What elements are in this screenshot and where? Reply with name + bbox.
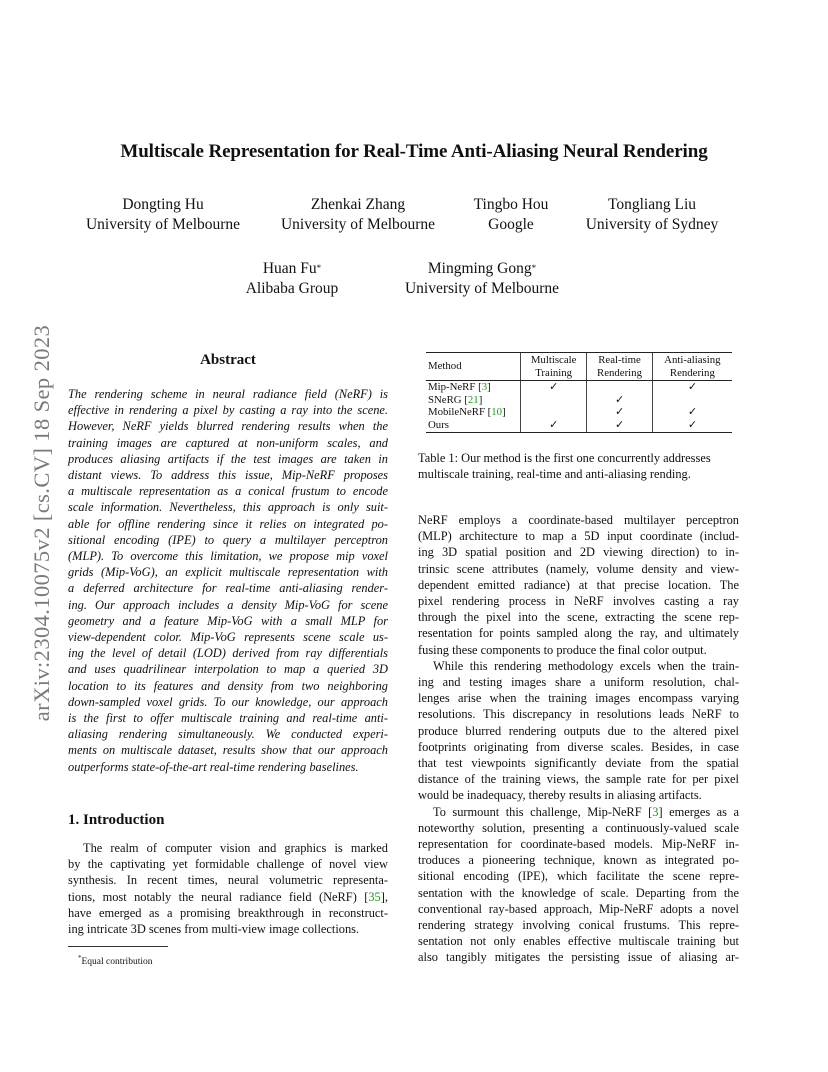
- caption-line: Table 1: Our method is the first one concurrently addresses: [418, 451, 711, 465]
- abstract-line: view-dependent color. Mip-VoG represents scene scale us-: [68, 630, 388, 645]
- abstract-line: a deferred architecture for real-time anti-aliasing render-: [68, 581, 388, 596]
- body-line: To surmount this challenge, Mip-NeRF [3] emerges as a: [433, 804, 739, 819]
- abstract-line: grids (Mip-VoG), an explicit multiscale representation with: [68, 565, 388, 580]
- body-line: distance of the training views, the sample rate for per pixel: [418, 772, 739, 787]
- footnote-mark: *: [78, 954, 82, 962]
- intro-line: The realm of computer vision and graphics is marked: [83, 841, 388, 855]
- body-line: fusing these components to produce the final color output.: [418, 642, 707, 657]
- abstract-line: outperforms state-of-the-art real-time rendering baselines.: [68, 759, 359, 774]
- author-name: Zhenkai Zhang: [310, 196, 406, 213]
- table-method-cell: MobileNeRF [10]: [428, 406, 506, 419]
- abstract-line: scale information. Nevertheless, this approach is only suit-: [68, 500, 388, 515]
- body-line: troduces a pioneering technique, known as integrated po-: [418, 853, 739, 868]
- abstract-line: (MLP). To overcome this limitation, we propose mip voxel: [68, 549, 388, 564]
- abstract-line: a multiscale representation as a conical frustum to encode: [68, 484, 388, 499]
- body-line: that test viewpoints significantly deviate from the spatial: [418, 756, 739, 771]
- body-line: representation for coordinate-based models. Mip-NeRF in-: [418, 837, 739, 852]
- table-header-realtime: Real-time Rendering: [587, 353, 652, 381]
- author-block: [268, 195, 448, 235]
- author-block: [455, 195, 567, 235]
- body-line: resolutions. This discrepancy in resolutions leads NeRF to: [418, 707, 739, 722]
- table-row: [426, 394, 732, 407]
- table-check-cell: ✓: [521, 419, 587, 432]
- abstract-line: down-sampled voxel grids. To our knowledge, our approach: [68, 694, 388, 709]
- author-affiliation: University of Melbourne: [280, 216, 436, 233]
- citation-link[interactable]: 3: [481, 381, 488, 394]
- abstract-line: and uses quadrilinear interpolation to map a queried 3D: [68, 662, 388, 677]
- equal-contribution-mark: *: [316, 263, 322, 273]
- abstract-line: produces aliasing artifacts if the test images are taken in: [68, 451, 388, 466]
- author-name: Tingbo Hou: [473, 196, 549, 213]
- table-header-multiscale: Multiscale Training: [521, 353, 587, 381]
- author-name: Huan Fu*: [262, 260, 322, 277]
- table-method-cell: SNeRG [21]: [428, 393, 483, 406]
- body-line: While this rendering methodology excels when the train-: [433, 658, 739, 673]
- abstract-line: ing the level of detail (LOD) derived from ray differentials: [68, 646, 388, 661]
- abstract-line: ing. Our approach includes a density Mip-VoG for scene: [68, 597, 388, 612]
- author-name: Tongliang Liu: [607, 196, 697, 213]
- table-method-cell: Mip-NeRF [3]: [428, 381, 491, 394]
- intro-line: have emerged as a promising breakthrough in reconstruct-: [68, 905, 388, 920]
- comparison-table: [426, 352, 732, 433]
- table-method-cell: Ours: [426, 419, 521, 432]
- abstract-line: aliasing rendering simultaneously. We conducted experi-: [68, 727, 388, 742]
- body-line: sentation not only enables effective multiscale training but: [418, 934, 739, 949]
- body-line: NeRF employs a coordinate-based multilayer perceptron: [418, 513, 739, 527]
- author-affiliation: Google: [488, 216, 534, 233]
- abstract-line: is the first to offer multiscale training and real-time anti-: [68, 711, 388, 726]
- citation-link[interactable]: 3: [652, 804, 659, 819]
- abstract-line: training images are captured at non-uniform scales, and: [68, 435, 388, 450]
- body-line: trinsic scene attributes (namely, volume density and view-: [418, 561, 739, 576]
- abstract-line: sitional encoding (IPE) to query a multilayer perceptron: [68, 532, 388, 547]
- citation-link[interactable]: 35: [368, 889, 381, 904]
- author-block: [396, 259, 568, 299]
- author-affiliation: University of Sydney: [585, 216, 719, 233]
- table-check-cell: [521, 406, 587, 419]
- author-block: [68, 195, 258, 235]
- citation-link[interactable]: 10: [491, 406, 503, 419]
- body-line: rendering strategy involving conical frustums. This repre-: [418, 918, 739, 933]
- table-header-row: [426, 353, 732, 381]
- table-header-method: Method: [426, 353, 521, 381]
- abstract-body: [68, 386, 388, 775]
- intro-line: by the captivating yet formidable challenge of novel view: [68, 857, 388, 872]
- table-check-cell: [587, 381, 652, 394]
- author-affiliation: Alibaba Group: [245, 280, 339, 297]
- body-line: also tangibly mitigates the persisting issue of aliasing ar-: [418, 950, 739, 965]
- table-header-antialiasing: Anti-aliasing Rendering: [652, 353, 732, 381]
- body-line: ing and testing images share a uniform resolution, chal-: [418, 675, 739, 690]
- body-line: resentation for points sampled along the ray, and ultimately: [418, 626, 739, 641]
- abstract-line: However, NeRF yields blurred rendering results when the: [68, 419, 388, 434]
- abstract-line: effective in rendering a pixel by casting a ray into the scene.: [68, 403, 388, 418]
- table-row: [426, 381, 732, 394]
- intro-line: tions, most notably the neural radiance field (NeRF) [35],: [68, 889, 388, 904]
- author-affiliation: University of Melbourne: [404, 280, 560, 297]
- citation-link[interactable]: 21: [467, 393, 479, 406]
- table-caption: [418, 450, 739, 482]
- abstract-heading: Abstract: [200, 352, 256, 368]
- author-name: Dongting Hu: [122, 196, 204, 213]
- body-line: sitional encoding (IPE), which facilitate the scene repre-: [418, 869, 739, 884]
- intro-line: ing intricate 3D scenes from multi-view image collections.: [68, 922, 360, 937]
- table-check-cell: ✓: [521, 381, 587, 394]
- body-line: lenges arise when the training images encompass varying: [418, 691, 739, 706]
- intro-line: synthesis. In recent times, neural volumetric representa-: [68, 873, 388, 888]
- table-check-cell: [521, 394, 587, 407]
- table-check-cell: ✓: [652, 406, 732, 419]
- table-check-cell: ✓: [587, 419, 652, 432]
- body-line: sentation with the knowledge of scale. Departing from the: [418, 885, 739, 900]
- table-check-cell: ✓: [652, 381, 732, 394]
- table-row: [426, 406, 732, 419]
- footnote-rule: [68, 946, 168, 947]
- paper-title: Multiscale Representation for Real-Time Anti-Aliasing Neural Rendering: [120, 141, 708, 162]
- author-affiliation: University of Melbourne: [85, 216, 241, 233]
- abstract-line: ments on multiscale dataset, results show that our approach: [68, 743, 388, 758]
- body-line: produce blurred rendering outputs due to the altered pixel: [418, 723, 739, 738]
- body-line: (MLP) architecture to map a 5D input coordinate (includ-: [418, 529, 739, 544]
- body-line: pixel rendering process in NeRF involves casting a ray: [418, 594, 739, 609]
- footnote: [78, 954, 152, 967]
- body-line: noteworthy solution, presenting a continuously-valued scale: [418, 820, 739, 835]
- author-block: [222, 259, 362, 299]
- abstract-line: able for offline rendering since it relies on integrated po-: [68, 516, 388, 531]
- arxiv-id-text: arXiv:2304.10075v2 [cs.CV] 18 Sep 2023: [28, 324, 54, 721]
- body-line: ing 3D spatial position and 2D viewing direction) to in-: [418, 545, 739, 560]
- body-line: footprints originating from diverse scales. Besides, in case: [418, 739, 739, 754]
- body-line: would be inadequacy, thereby results in aliasing artifacts.: [418, 788, 702, 803]
- body-line: conventional ray-based approach, Mip-NeRF adopts a novel: [418, 901, 739, 916]
- body-line: through the pixel into the scene, extracting the scene rep-: [418, 610, 739, 625]
- table-check-cell: ✓: [587, 394, 652, 407]
- abstract-line: The rendering scheme in neural radiance field (NeRF) is: [68, 387, 388, 401]
- table-row: [426, 419, 732, 432]
- author-name: Mingming Gong*: [427, 260, 537, 277]
- section-heading-introduction: 1. Introduction: [68, 812, 165, 828]
- abstract-line: distant views. To address this issue, Mip-NeRF proposes: [68, 468, 388, 483]
- introduction-body: [68, 840, 388, 937]
- right-column-body: [418, 512, 739, 966]
- footnote-text: Equal contribution: [81, 957, 153, 968]
- arxiv-sidebar-stamp: [14, 285, 69, 760]
- abstract-line: geometry and a feature Mip-VoG with a small MLP for: [68, 613, 388, 628]
- table-check-cell: ✓: [587, 406, 652, 419]
- table-check-cell: ✓: [652, 419, 732, 432]
- table-check-cell: [652, 394, 732, 407]
- abstract-line: location to its features and density from two neighboring: [68, 678, 388, 693]
- equal-contribution-mark: *: [531, 263, 537, 273]
- caption-line: multiscale training, real-time and anti-aliasing rending.: [418, 467, 691, 482]
- body-line: dependent emitted radiance) at that precise location. The: [418, 577, 739, 592]
- author-block: [572, 195, 732, 235]
